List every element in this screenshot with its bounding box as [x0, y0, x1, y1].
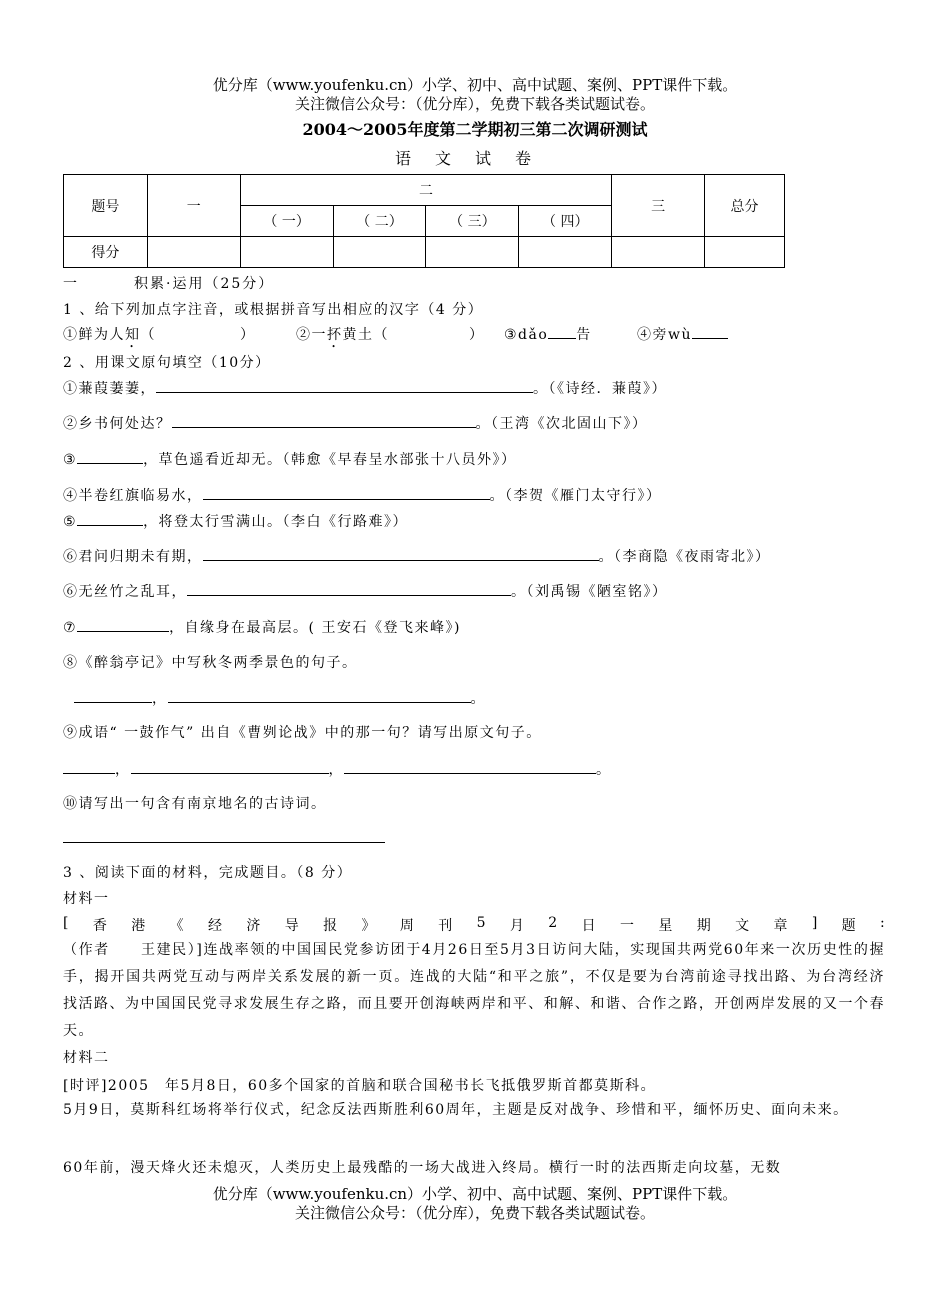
heading-char: 刊 — [438, 918, 453, 934]
q2-item-4-blank[interactable] — [203, 485, 490, 500]
q2-item-10-answer — [63, 759, 612, 779]
q1-item-d-prefix: ④旁wù — [637, 327, 692, 343]
heading-char: 经 — [207, 918, 222, 934]
q2-item-1 — [63, 378, 667, 398]
q2-item-4-after: 。（李贺《雁门太守行》） — [489, 488, 662, 504]
score-cell[interactable] — [333, 237, 426, 268]
q1-item-a — [63, 324, 256, 351]
q1-item-d — [637, 324, 728, 344]
heading-char: 2 — [548, 915, 558, 931]
q1-item-c-prefix: ③dǎo — [504, 327, 549, 343]
q1-prompt: 1 、给下列加点字注音，或根据拼音写出相应的汉字（4 分） — [63, 302, 484, 318]
q2-item-10-blank-1[interactable] — [63, 759, 115, 774]
heading-char: 港 — [131, 918, 146, 934]
q2-prompt: 2 、用课文原句填空（10分） — [63, 355, 271, 371]
q2-item-2-before: ②乡书何处达？ — [63, 416, 172, 432]
q2-item-9-comma: ， — [152, 691, 168, 707]
q3-material-2-paragraph-2: 5月9日，莫斯科红场将举行仪式，纪念反法西斯胜利60周年，主题是反对战争、珍惜和平，缅怀历史、面向未来。 — [63, 1102, 849, 1118]
footer-line-1: 优分库（www.youfenku.cn）小学、初中、高中试题、案例、PPT课件下载。 — [212, 1185, 738, 1203]
q2-item-9-blank-2[interactable] — [168, 688, 471, 703]
heading-char: 导 — [284, 918, 299, 934]
heading-char: 周 — [399, 918, 414, 934]
heading-char: 香 — [92, 918, 107, 934]
q3-material-1-body: （作者 王建民）]连战率领的中国国民党参访团于4月26日至5月3日访问大陆，实现国共两党60年来一次历史性的握手，揭开国共两党互动与两岸关系发展的新一页。连战的大陆“和平之旅”，不仅是要为台湾前途寻找出路、为台湾经济找活路、为中国国民党寻求发展生存之路，而且要开创海峡两岸和平、和解、和谐、合作之路，开创两岸发展的又一个春天。 — [63, 942, 885, 1039]
score-cell[interactable] — [612, 237, 705, 268]
q2-item-7-after: 。（刘禹锡《陋室铭》） — [511, 584, 668, 600]
heading-char: : — [880, 915, 885, 931]
heading-char: 《 — [169, 918, 184, 934]
header-line-2: 关注微信公众号：（优分库），免费下载各类试题试卷。 — [294, 95, 655, 113]
score-cell[interactable] — [705, 237, 785, 268]
heading-char: 题 — [841, 918, 856, 934]
q2-item-7 — [63, 581, 668, 601]
q2-item-8 — [63, 617, 461, 637]
score-cell[interactable] — [240, 237, 333, 268]
heading-char: 日 — [581, 918, 596, 934]
q2-item-10-end: 。 — [596, 762, 612, 778]
q1-item-a-paren-open: （ — [140, 327, 156, 343]
q1-item-a-paren-close: ） — [240, 327, 256, 343]
heading-char: 5 — [476, 915, 486, 931]
q2-item-5-after: ，将登太行雪满山。（李白《行路难》） — [143, 514, 409, 530]
score-table-label-score: 得分 — [64, 237, 148, 268]
score-table-col-1: 一 — [147, 175, 240, 237]
heading-char: 星 — [658, 918, 673, 934]
q1-item-c-suffix: 告 — [576, 327, 592, 343]
q2-item-11-prompt: ⑩请写出一句含有南京地名的古诗词。 — [63, 796, 327, 812]
q2-item-2 — [63, 413, 648, 433]
q1-item-b-prefix: ②一 — [296, 327, 327, 343]
q2-item-6-blank[interactable] — [203, 546, 599, 561]
score-cell[interactable] — [426, 237, 519, 268]
q2-item-6-before: ⑥君问归期未有期， — [63, 549, 203, 565]
section-1-title: 积累·运用（25分） — [134, 276, 275, 292]
q1-item-d-blank[interactable] — [692, 324, 728, 339]
q2-item-7-before: ⑥无丝竹之乱耳， — [63, 584, 187, 600]
q2-item-3-after: ，草色遥看近却无。（韩愈《早春呈水部张十八员外》） — [143, 452, 517, 468]
heading-char: 章 — [773, 918, 788, 934]
heading-char: [ — [63, 915, 69, 931]
heading-char: 期 — [696, 918, 711, 934]
exam-subtitle: 语文试卷 — [394, 149, 555, 168]
score-cell[interactable] — [147, 237, 240, 268]
q2-item-10-comma-1: ， — [115, 762, 131, 778]
q2-item-9-prompt: ⑧《醉翁亭记》中写秋冬两季景色的句子。 — [63, 655, 358, 671]
q2-item-10-blank-2[interactable] — [131, 759, 329, 774]
exam-title: 2004～2005年度第二学期初三第二次调研测试 — [302, 120, 648, 139]
q2-item-10-comma-2: ， — [328, 762, 344, 778]
q1-item-c-blank[interactable] — [548, 324, 576, 339]
q2-item-9-blank-1[interactable] — [74, 688, 152, 703]
q2-item-3-prefix: ③ — [63, 452, 78, 468]
q1-item-b-dotted: 抔 — [327, 327, 343, 343]
q2-item-4 — [63, 485, 662, 505]
score-table-sub-1: （ 一） — [240, 206, 333, 237]
header-line-1: 优分库（www.youfenku.cn）小学、初中、高中试题、案例、PPT课件下载。 — [212, 76, 738, 94]
q2-item-3 — [63, 449, 517, 469]
section-1-number: 一 — [63, 276, 79, 292]
q2-item-4-before: ④半卷红旗临易水， — [63, 488, 203, 504]
heading-char: 一 — [619, 918, 634, 934]
q2-item-11-blank[interactable] — [63, 842, 385, 843]
q2-item-6-after: 。（李商隐《夜雨寄北》） — [598, 549, 771, 565]
q2-item-5-blank[interactable] — [77, 511, 143, 526]
q2-item-6 — [63, 546, 771, 566]
q1-item-b-paren-close: ） — [469, 327, 485, 343]
q2-item-5-prefix: ⑤ — [63, 514, 78, 530]
q1-item-a-dotted: 知 — [125, 327, 141, 343]
score-table-col-total: 总分 — [705, 175, 785, 237]
heading-char: ] — [811, 915, 818, 931]
q3-material-1-heading — [63, 915, 885, 935]
score-table-label-question: 题号 — [64, 175, 148, 237]
score-table-sub-3: （ 三） — [426, 206, 519, 237]
heading-char: 文 — [735, 918, 750, 934]
heading-char: 济 — [246, 918, 261, 934]
q2-item-7-blank[interactable] — [187, 581, 511, 596]
q3-material-2-line-1: [时评]2005 年5月8日，60多个国家的首脑和联合国秘书长飞抵俄罗斯首都莫斯科。 — [63, 1078, 657, 1094]
score-table-sub-2: （ 二） — [333, 206, 426, 237]
q3-material-1-label: 材料一 — [63, 891, 110, 907]
q2-item-1-after: 。（《诗经．蒹葭》） — [533, 381, 667, 397]
q2-item-10-blank-3[interactable] — [344, 759, 596, 774]
q3-material-2-label: 材料二 — [63, 1050, 110, 1066]
q2-item-2-after: 。（王湾《次北固山下》） — [475, 416, 648, 432]
footer-line-2: 关注微信公众号：（优分库），免费下载各类试题试卷。 — [294, 1204, 655, 1222]
heading-char: 报 — [323, 918, 338, 934]
q2-item-2-blank[interactable] — [172, 413, 476, 428]
q2-item-10-prompt: ⑨成语“ 一鼓作气” 出自《曹刿论战》中的那一句？请写出原文句子。 — [63, 725, 542, 741]
heading-char: 》 — [361, 918, 376, 934]
q2-item-9-end: 。 — [470, 691, 486, 707]
score-cell[interactable] — [519, 237, 612, 268]
q3-prompt: 3 、阅读下面的材料，完成题目。（8 分） — [63, 865, 353, 881]
q1-item-a-prefix: ①鲜为人 — [63, 327, 125, 343]
q1-item-b-suffix: 黄土（ — [342, 327, 389, 343]
q2-item-8-blank[interactable] — [77, 617, 169, 632]
q1-item-b — [296, 324, 485, 351]
score-table — [63, 174, 785, 268]
q2-item-1-before: ①蒹葭萋萋， — [63, 381, 156, 397]
q2-item-9-answer — [74, 688, 486, 708]
score-table-col-3: 三 — [612, 175, 705, 237]
q2-item-8-prefix: ⑦ — [63, 620, 78, 636]
q2-item-8-after: ，自缘身在最高层。( 王安石《登飞来峰》) — [169, 620, 461, 636]
q1-item-c — [504, 324, 592, 344]
heading-char: 月 — [509, 918, 524, 934]
q2-item-3-blank[interactable] — [77, 449, 143, 464]
score-table-col-2: 二 — [240, 175, 612, 206]
score-table-sub-4: （ 四） — [519, 206, 612, 237]
q3-material-2-line-3: 60年前，漫天烽火还未熄灭，人类历史上最残酷的一场大战进入终局。横行一时的法西斯走向坟墓，无数 — [63, 1160, 782, 1176]
q2-item-5 — [63, 511, 408, 531]
q2-item-1-blank[interactable] — [156, 378, 533, 393]
